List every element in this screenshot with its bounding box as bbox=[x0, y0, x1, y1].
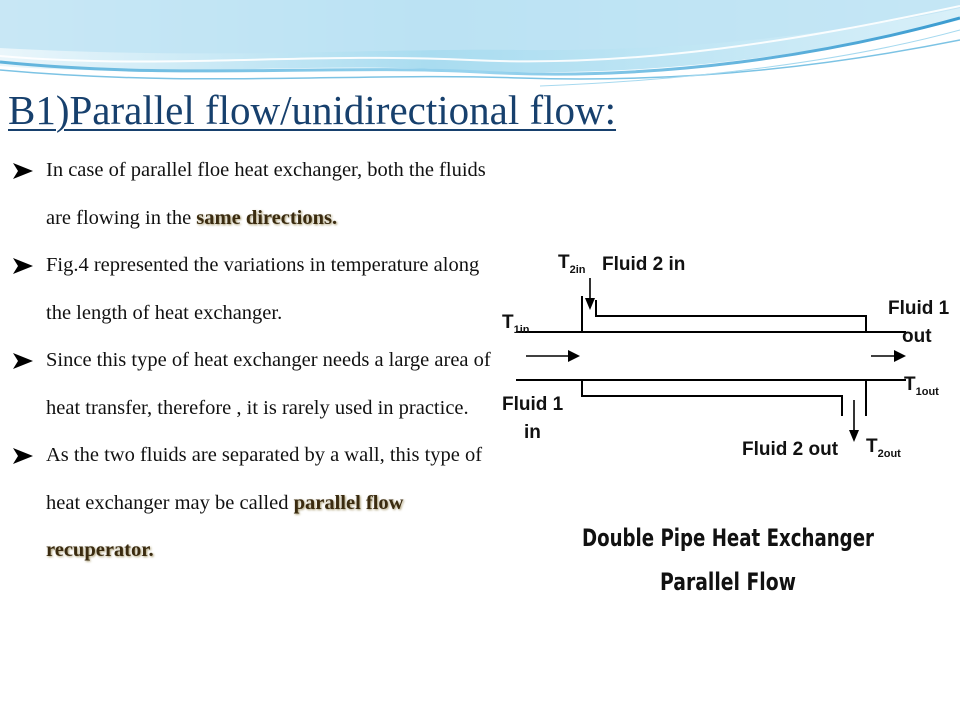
bullet-text: Since this type of heat exchanger needs a large area of heat transfer, therefore , it is rarely used in practice. bbox=[46, 349, 491, 419]
bullet-highlight: same directions. bbox=[196, 206, 338, 229]
bullet-text: Fig.4 represented the variations in temperature along the length of heat exchanger. bbox=[46, 254, 480, 324]
bullet-item bbox=[10, 432, 496, 575]
label-fluid1-out-line2: out bbox=[902, 326, 932, 347]
diagram-caption-line2: Parallel Flow bbox=[660, 568, 796, 596]
arrow-bullet-icon bbox=[12, 147, 38, 194]
label-t2out: $T_{2out}$ bbox=[866, 436, 901, 460]
bullet-text: As the two fluids are separated by a wall, this type of heat exchanger may be called bbox=[46, 444, 483, 514]
bullet-list bbox=[10, 147, 496, 575]
label-t1in: $T_{1in}$ bbox=[502, 312, 530, 336]
label-t1out: $T_{1out}$ bbox=[904, 374, 939, 398]
header-wave-decoration bbox=[0, 0, 960, 92]
bullet-text: In case of parallel floe heat exchanger, both the fluids are flowing in the bbox=[46, 159, 486, 229]
label-fluid2-in: Fluid 2 in bbox=[602, 254, 686, 275]
diagram-caption-line1: Double Pipe Heat Exchanger bbox=[582, 524, 875, 552]
label-fluid1-in-line2: in bbox=[524, 422, 541, 443]
bullet-highlight: parallel flow recuperator. bbox=[46, 491, 404, 561]
arrow-bullet-icon bbox=[12, 242, 38, 289]
heat-exchanger-diagram bbox=[496, 240, 960, 600]
arrow-bullet-icon bbox=[12, 337, 38, 384]
slide-title: B1)Parallel flow/unidirectional flow: bbox=[8, 87, 617, 133]
bullet-item bbox=[10, 242, 496, 337]
label-fluid1-in-line1: Fluid 1 bbox=[502, 394, 564, 415]
bullet-item bbox=[10, 147, 496, 242]
label-fluid2-out: Fluid 2 out bbox=[742, 439, 839, 460]
arrow-bullet-icon bbox=[12, 432, 38, 479]
flow-arrows bbox=[568, 278, 906, 442]
bullet-item bbox=[10, 337, 496, 432]
label-fluid1-out-line1: Fluid 1 bbox=[888, 298, 950, 319]
label-t2in: $T_{2in}$ bbox=[558, 252, 586, 276]
